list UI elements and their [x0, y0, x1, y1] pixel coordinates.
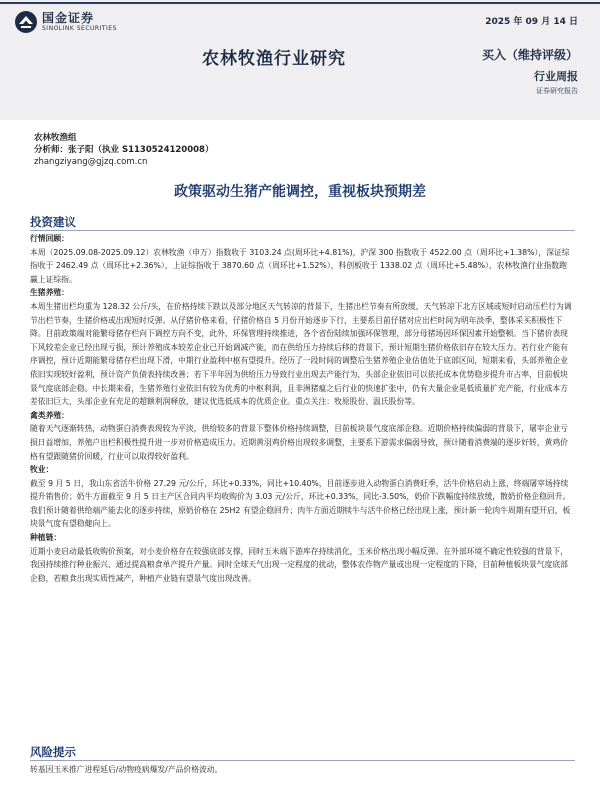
heading-pig: 生猪养殖：	[30, 288, 69, 298]
sinolink-logo-icon	[14, 10, 38, 34]
heading-poultry: 禽类养殖：	[30, 410, 69, 420]
report-headline: 政策驱动生猪产能调控，重视板块预期差	[174, 184, 426, 200]
paragraph-pig: 本周生猪出栏均重为 128.32 公斤/头，在价格持续下跌以及部分地区天气转凉的背景下，生猪出栏节奏有所放缓，天气转凉下北方区域或短时启动压栏行为调节出栏节奏，生猪价格或出现短时反弹。从仔猪价格来看，仔猪价格自 5 月份开始逐步下行，主要系目前仔猪对应出栏时间为明年淡季，整体采买积极性下降。目前政策端对能繁母猪存栏向下调控方向不变，此外，环保管理持续推进，各个省份陆续加强环保管理，部分母猪场因环保因素开始整顿。当下猪价表现下风较差企业已经出现亏损，预计养殖成本较差企业已开始调减产能，而在供给压力持续后移的背景下，预计短期生猪价格依旧存在较大压力。若行业产能有序调控，预计近期能繁母猪存栏出现下滑，中期行业盈利中枢有望提升。经历了一段时间的调整后生猪养殖企业估值处于底部区间，短期来看，头部养殖企业依旧实现较好盈利，预计资产负债表持续改善；若下半年因为供给压力导致行业出现去产能行为，头部企业依旧可以依托成本优势稳步提升市占率，目前板块景气度底部企稳。中长期来看，生猪养殖行业依旧有较为优秀的中枢利润，且非洲猪瘟之后行业的快速扩张中，仍有大量企业是低质量扩充产能，行业成本方差依旧巨大，头部企业有充足的超额利润释放，建议优选低成本的优质企业。重点关注：牧原股份、温氏股份等。	[30, 301, 572, 407]
report-date: 2025 年 09 月 14 日	[485, 17, 578, 27]
investment-body	[30, 232, 574, 585]
paragraph-cattle: 截至 9 月 5 日，我山东省活牛价格 27.29 元/公斤，环比+0.33%，同比+10.40%，目前逐步进入动物蛋白消费旺季，活牛价格启动上涨，终端屠宰场持续提升销售价；奶牛方面截至 9 月 5 日主产区合同内平均收购价为 3.03 元/公斤，环比+0.33%，同比-3.50%，奶价下跌幅度持续放缓，散奶价格企稳回升。我们预计随着供给端产能去化的逐步持续，原奶价格在 25H2 有望企稳回升；肉牛方面近期犊牛与活牛价格已经出现上涨，预计新一轮肉牛周期有望开启，板块景气度有望稳健向上。	[30, 478, 571, 529]
section-title-investment: 投资建议	[30, 215, 76, 229]
report-type: 行业周报	[534, 70, 578, 83]
paragraph-seed: 近期小麦启动最低收购价预案，对小麦价格存在较强底部支撑，同时玉米端下游库存持续消化，玉米价格出现小幅反弹。在外部环境不确定性较强的背景下，我国持续推行种业振兴、通过提高粮食单产提升产量。同时全球天气出现一定程度的扰动，整体农作物产量或出现一定程度的下降，目前种植板块景气度底部企稳，若粮食出现实质性减产，种植产业链有望景气度出现改善。	[30, 546, 568, 583]
report-category: 证券研究报告	[536, 87, 578, 95]
analyst-name: 分析师：张子阳（执业 S1130524120008）	[34, 145, 214, 155]
section-rule	[30, 230, 575, 231]
paragraph-risk: 转基因玉米推广进程延后/动物疫病爆发/产品价格波动。	[30, 765, 223, 774]
heading-seed: 种植链：	[30, 533, 62, 543]
brand-name-en: SINOLINK SECURITIES	[42, 25, 117, 32]
analyst-email: zhangziyang@gjzq.com.cn	[34, 157, 148, 167]
report-title: 农林牧渔行业研究	[202, 49, 346, 69]
heading-market-review: 行情回顾：	[30, 234, 69, 243]
report-header	[0, 0, 600, 120]
heading-cattle: 牧业：	[30, 465, 54, 475]
header-top-rule	[0, 2, 600, 4]
brand-logo	[14, 8, 144, 38]
rating-badge: 买入（维持评级）	[481, 48, 578, 62]
analyst-group: 农林牧渔组	[34, 133, 77, 143]
analyst-info	[34, 132, 213, 168]
section-rule	[30, 760, 575, 761]
paragraph-market-review: 本周（2025.09.08-2025.09.12）农林牧渔（申万）指数收于 3103.24 点(周环比+4.81%)，沪深 300 指数收于 4522.00 点（周环比+1.38%），深证综指收于 2462.49 点（周环比+2.36%），上证综指收于 3870.60 点（周环比+1.52%），科创板收于 1338.02 点（周环比+5.48%），农林牧渔行业指数跑赢上证综指。	[30, 247, 570, 284]
paragraph-poultry: 随着天气逐渐转热，动物蛋白消费表现较为平淡，供给较多的背景下整体价格持续调整，目前板块景气度底部企稳。近期价格持续偏弱的背景下，屠宰企业亏损日益增加，养殖户出栏积极性提升进一步对价格造成压力。近期黄羽鸡价格出现较多调整，主要系下游需求偏弱导致，预计随着消费端的逐步好转，黄鸡价格有望跟随猪价回暖，行业可以取得较好盈利。	[30, 424, 568, 461]
risk-body	[30, 763, 574, 777]
brand-name-cn: 国金证券	[42, 11, 95, 25]
section-title-risk: 风险提示	[30, 745, 76, 759]
